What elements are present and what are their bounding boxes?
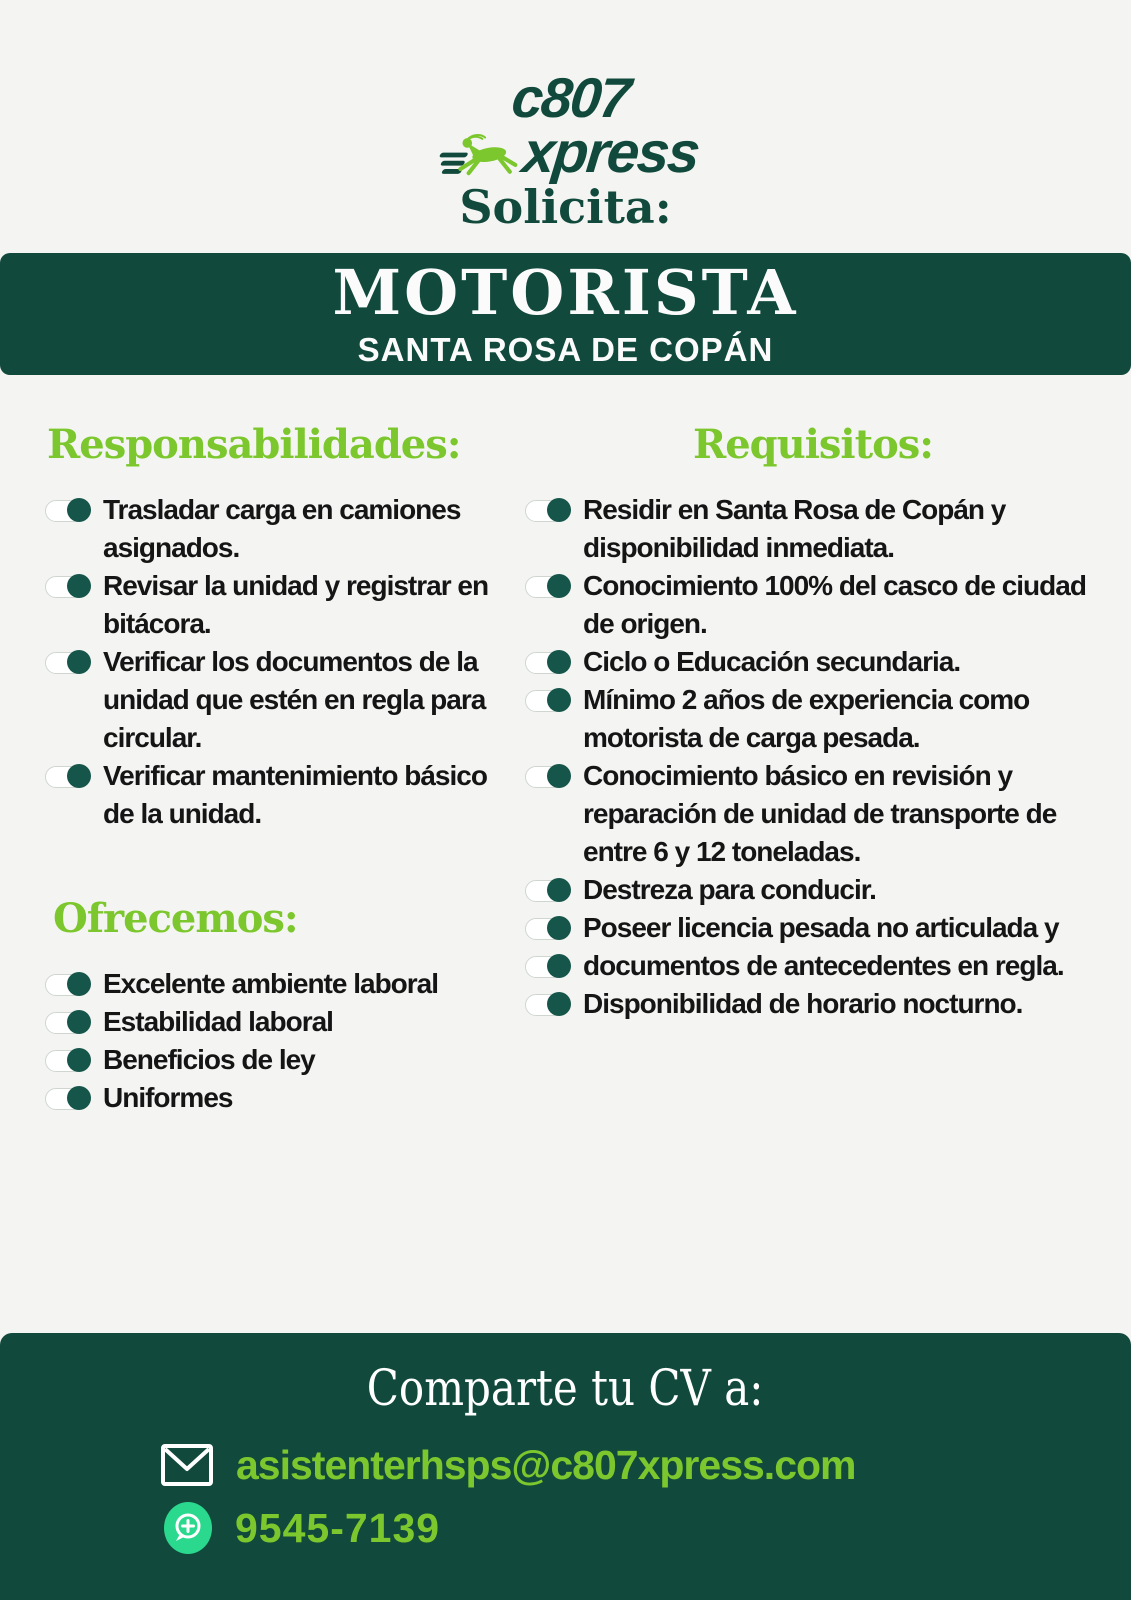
envelope-icon [160, 1443, 214, 1487]
toggle-bullet-icon [525, 500, 569, 522]
list-item [45, 965, 515, 1003]
responsabilidades-list [45, 491, 515, 833]
section-heading: Responsabilidades: [47, 421, 461, 468]
contact-block [160, 1443, 1131, 1555]
list-item [45, 567, 515, 643]
item-text: Revisar la unidad y registrar en bitácora. [103, 570, 489, 639]
item-text: Excelente ambiente laboral [103, 968, 439, 999]
email-text[interactable]: asistenterhsps@c807xpress.com [236, 1441, 856, 1488]
item-text: Destreza para conducir. [583, 874, 876, 905]
list-item [525, 909, 1101, 947]
toggle-bullet-icon [45, 974, 89, 996]
section-requisitos [525, 395, 1101, 1117]
job-location: SANTA ROSA DE COPÁN [357, 331, 774, 368]
brand-line-c807: c807 [508, 66, 633, 129]
item-text: Beneficios de ley [103, 1044, 315, 1075]
brand-line-xpress: xpress [519, 120, 702, 185]
toggle-bullet-icon [45, 652, 89, 674]
toggle-bullet-icon [525, 576, 569, 598]
toggle-bullet-icon [525, 956, 569, 978]
list-item [525, 643, 1101, 681]
list-item [45, 757, 515, 833]
toggle-bullet-icon [525, 690, 569, 712]
list-item [45, 1041, 515, 1079]
list-item [525, 757, 1101, 871]
list-item [525, 947, 1101, 985]
item-text: Disponibilidad de horario nocturno. [583, 988, 1023, 1019]
toggle-bullet-icon [45, 1050, 89, 1072]
item-text: Conocimiento 100% del casco de ciudad de origen. [583, 570, 1086, 639]
whatsapp-add-icon [163, 1501, 213, 1555]
phone-text[interactable]: 9545-7139 [235, 1504, 441, 1551]
item-text: Trasladar carga en camiones asignados. [103, 494, 461, 563]
list-item [45, 643, 515, 757]
list-item [525, 985, 1101, 1023]
item-text: Estabilidad laboral [103, 1006, 333, 1037]
toggle-bullet-icon [45, 500, 89, 522]
toggle-bullet-icon [525, 880, 569, 902]
list-item [45, 491, 515, 567]
ofrecemos-list [45, 965, 515, 1117]
item-text: Mínimo 2 años de experiencia como motorista de carga pesada. [583, 684, 1030, 753]
section-ofrecemos [45, 895, 515, 1117]
gazelle-icon [433, 128, 529, 184]
toggle-bullet-icon [525, 652, 569, 674]
solicita-heading: Solicita: [459, 180, 672, 234]
phone-row [160, 1501, 1131, 1555]
item-text: Verificar mantenimiento básico de la unidad. [103, 760, 487, 829]
footer-heading: Comparte tu CV a: [367, 1359, 764, 1417]
list-item [525, 871, 1101, 909]
job-title: MOTORISTA [332, 256, 799, 329]
content-columns [45, 395, 1101, 1117]
list-item [525, 491, 1101, 567]
footer [0, 1333, 1131, 1600]
section-heading: Requisitos: [692, 421, 934, 468]
list-item [525, 681, 1101, 757]
toggle-bullet-icon [45, 576, 89, 598]
toggle-bullet-icon [45, 766, 89, 788]
item-text: Verificar los documentos de la unidad que estén en regla para circular. [103, 646, 486, 753]
toggle-bullet-icon [45, 1088, 89, 1110]
item-text: documentos de antecedentes en regla. [583, 950, 1064, 981]
section-heading: Ofrecemos: [53, 895, 298, 942]
list-item [525, 567, 1101, 643]
requisitos-list [525, 491, 1101, 1023]
section-responsabilidades [45, 395, 515, 1117]
list-item [45, 1003, 515, 1041]
toggle-bullet-icon [525, 918, 569, 940]
item-text: Conocimiento básico en revisión y reparación de unidad de transporte de entre 6 y 12 toneladas. [583, 760, 1057, 867]
item-text: Residir en Santa Rosa de Copán y disponibilidad inmediata. [583, 494, 1006, 563]
list-item [45, 1079, 515, 1117]
toggle-bullet-icon [45, 1012, 89, 1034]
job-banner [0, 253, 1131, 375]
item-text: Ciclo o Educación secundaria. [583, 646, 961, 677]
item-text: Uniformes [103, 1082, 233, 1113]
email-row [160, 1443, 1131, 1487]
brand-logo [0, 66, 1131, 189]
toggle-bullet-icon [525, 994, 569, 1016]
item-text: Poseer licencia pesada no articulada y [583, 912, 1059, 943]
toggle-bullet-icon [525, 766, 569, 788]
